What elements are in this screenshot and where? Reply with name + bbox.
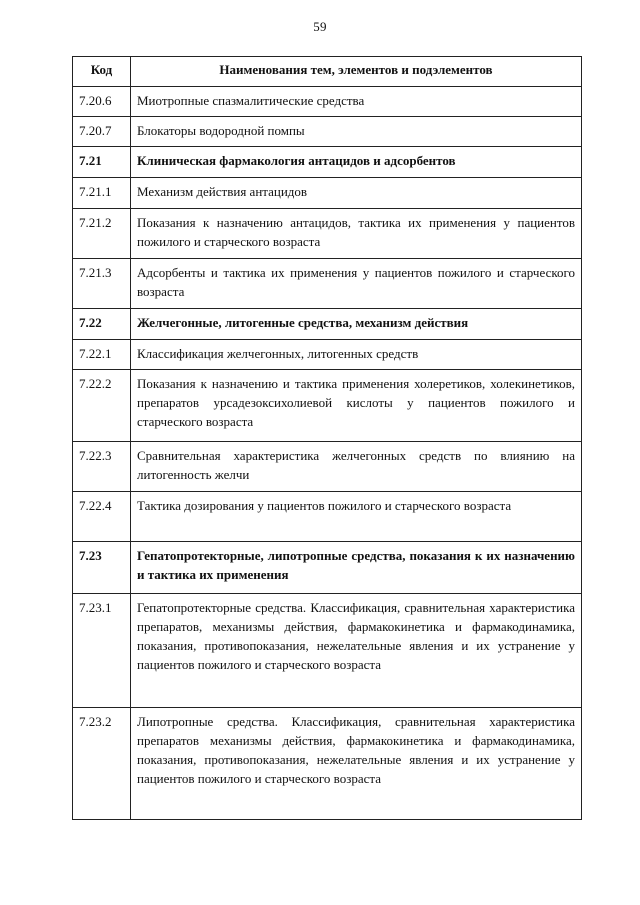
row-name: Блокаторы водородной помпы — [131, 117, 582, 147]
table-body — [73, 87, 582, 820]
row-code: 7.23.2 — [73, 708, 131, 820]
table-row — [73, 259, 582, 309]
row-code: 7.23 — [73, 542, 131, 594]
table-section-row — [73, 309, 582, 340]
curriculum-table — [72, 56, 582, 820]
row-name: Желчегонные, литогенные средства, механизм действия — [131, 309, 582, 340]
row-name: Липотропные средства. Классификация, сравнительная характеристика препаратов механизмы действия, фармакокинетика и фармакодинамика, показания, противопоказания, нежелательные явления и их устранение у пациентов пожилого и старческого возраста — [131, 708, 582, 820]
table-row — [73, 340, 582, 370]
table-section-row — [73, 542, 582, 594]
row-code: 7.21.2 — [73, 209, 131, 259]
table-row — [73, 492, 582, 542]
row-name: Механизм действия антацидов — [131, 178, 582, 209]
row-code: 7.22.2 — [73, 370, 131, 442]
table-row — [73, 442, 582, 492]
code-column-header: Код — [73, 57, 131, 87]
row-code: 7.20.7 — [73, 117, 131, 147]
row-code: 7.21.3 — [73, 259, 131, 309]
row-name: Классификация желчегонных, литогенных средств — [131, 340, 582, 370]
table-header-row — [73, 57, 582, 87]
table-row — [73, 370, 582, 442]
row-code: 7.20.6 — [73, 87, 131, 117]
table-row — [73, 178, 582, 209]
row-name: Адсорбенты и тактика их применения у пациентов пожилого и старческого возраста — [131, 259, 582, 309]
table-row — [73, 708, 582, 820]
row-code: 7.22.3 — [73, 442, 131, 492]
table-row — [73, 117, 582, 147]
row-code: 7.21.1 — [73, 178, 131, 209]
row-name: Гепатопротекторные, липотропные средства, показания к их назначению и тактика их применения — [131, 542, 582, 594]
row-name: Сравнительная характеристика желчегонных средств по влиянию на литогенность желчи — [131, 442, 582, 492]
row-code: 7.22.1 — [73, 340, 131, 370]
row-code: 7.23.1 — [73, 594, 131, 708]
table-row — [73, 594, 582, 708]
name-column-header: Наименования тем, элементов и подэлементов — [131, 57, 582, 87]
row-code: 7.22 — [73, 309, 131, 340]
row-name: Клиническая фармакология антацидов и адсорбентов — [131, 147, 582, 178]
row-name: Показания к назначению и тактика применения холеретиков, холекинетиков, препаратов урсадезоксихолиевой кислоты у пациентов пожилого и старческого возраста — [131, 370, 582, 442]
page-number: 59 — [313, 19, 327, 34]
table-section-row — [73, 147, 582, 178]
row-code: 7.22.4 — [73, 492, 131, 542]
table-row — [73, 87, 582, 117]
row-code: 7.21 — [73, 147, 131, 178]
row-name: Тактика дозирования у пациентов пожилого и старческого возраста — [131, 492, 582, 542]
table-row — [73, 209, 582, 259]
row-name: Миотропные спазмалитические средства — [131, 87, 582, 117]
row-name: Гепатопротекторные средства. Классификация, сравнительная характеристика препаратов, механизмы действия, фармакокинетика и фармакодинамика, показания, противопоказания, нежелательные явления и их устранение у пациентов пожилого и старческого возраста — [131, 594, 582, 708]
row-name: Показания к назначению антацидов, тактика их применения у пациентов пожилого и старческого возраста — [131, 209, 582, 259]
